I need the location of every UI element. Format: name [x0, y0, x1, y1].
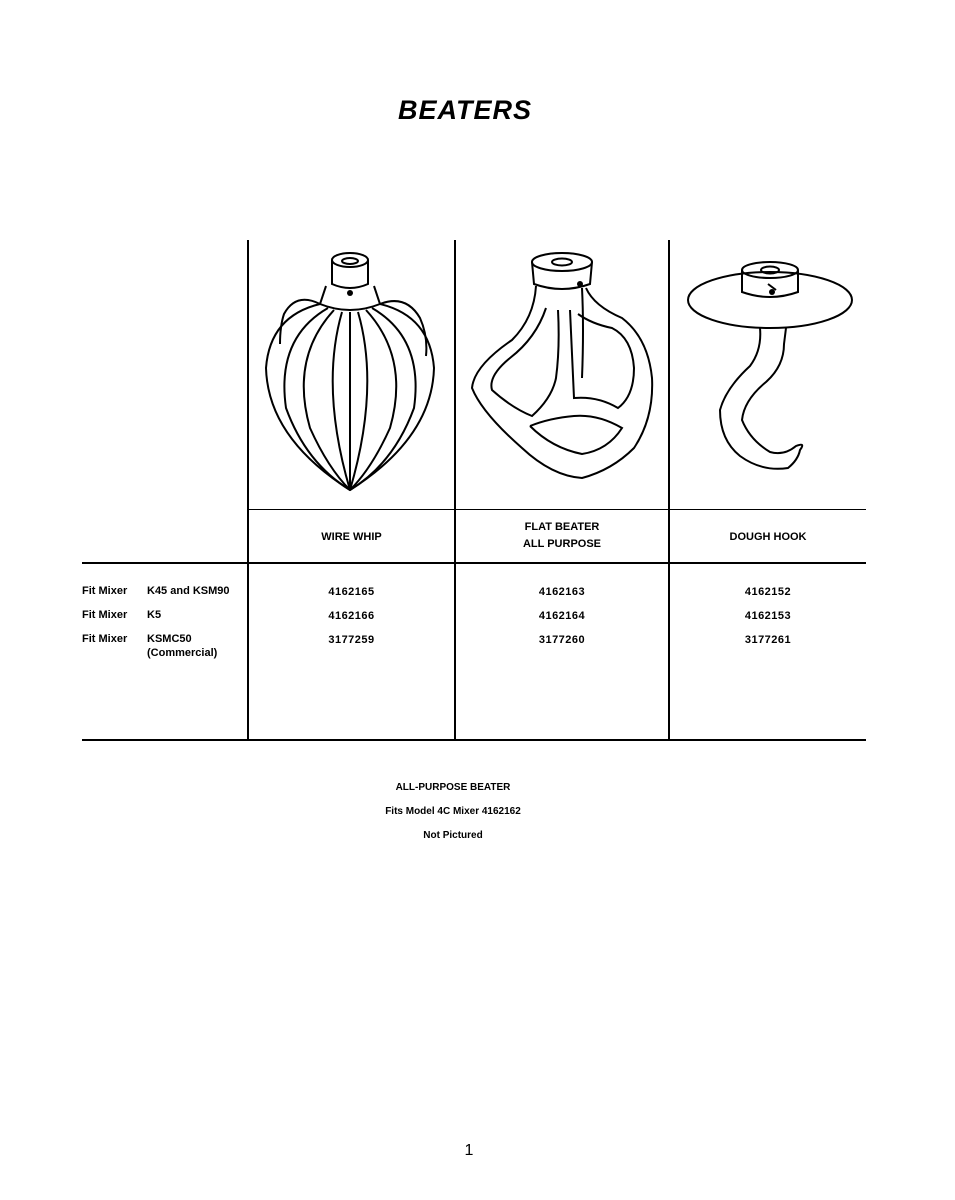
- table-bottom-rule: [82, 739, 866, 741]
- table-cell: 3177261: [744, 634, 792, 646]
- table-cell: 3177260: [538, 634, 586, 646]
- page-number: 1: [464, 1142, 474, 1159]
- header-bottom-rule: [82, 562, 866, 564]
- wire-whip-illustration: [250, 248, 450, 503]
- table-cell: 4162166: [328, 610, 375, 622]
- table-cell: 4162164: [538, 610, 586, 622]
- row-label-k5: Fit Mixer K5: [82, 609, 162, 621]
- page-title: BEATERS: [397, 95, 532, 125]
- table-cell: 4162165: [328, 586, 375, 598]
- row-label-k45-ksm90: Fit Mixer K45 and KSM90: [82, 585, 230, 597]
- table-cell: 4162163: [538, 586, 586, 598]
- row-label-ksmc50: Fit Mixer KSMC50 (Commercial): [82, 633, 218, 659]
- column-header-flat-beater: FLAT BEATER ALL PURPOSE: [522, 521, 602, 550]
- flat-beater-illustration: [462, 248, 662, 503]
- column-header-wire-whip: WIRE WHIP: [321, 531, 382, 543]
- dough-hook-illustration: [680, 250, 865, 495]
- table-divider-2: [668, 240, 670, 740]
- note-title: ALL-PURPOSE BEATER: [395, 782, 511, 793]
- note-fits-model: Fits Model 4C Mixer 4162162: [385, 806, 521, 817]
- column-header-dough-hook: DOUGH HOOK: [729, 531, 807, 543]
- table-divider-1: [454, 240, 456, 740]
- table-divider-left: [247, 240, 249, 740]
- table-cell: 4162153: [744, 610, 792, 622]
- header-separator: [248, 509, 866, 510]
- table-cell: 4162152: [744, 586, 792, 598]
- note-not-pictured: Not Pictured: [423, 830, 483, 841]
- table-cell: 3177259: [328, 634, 375, 646]
